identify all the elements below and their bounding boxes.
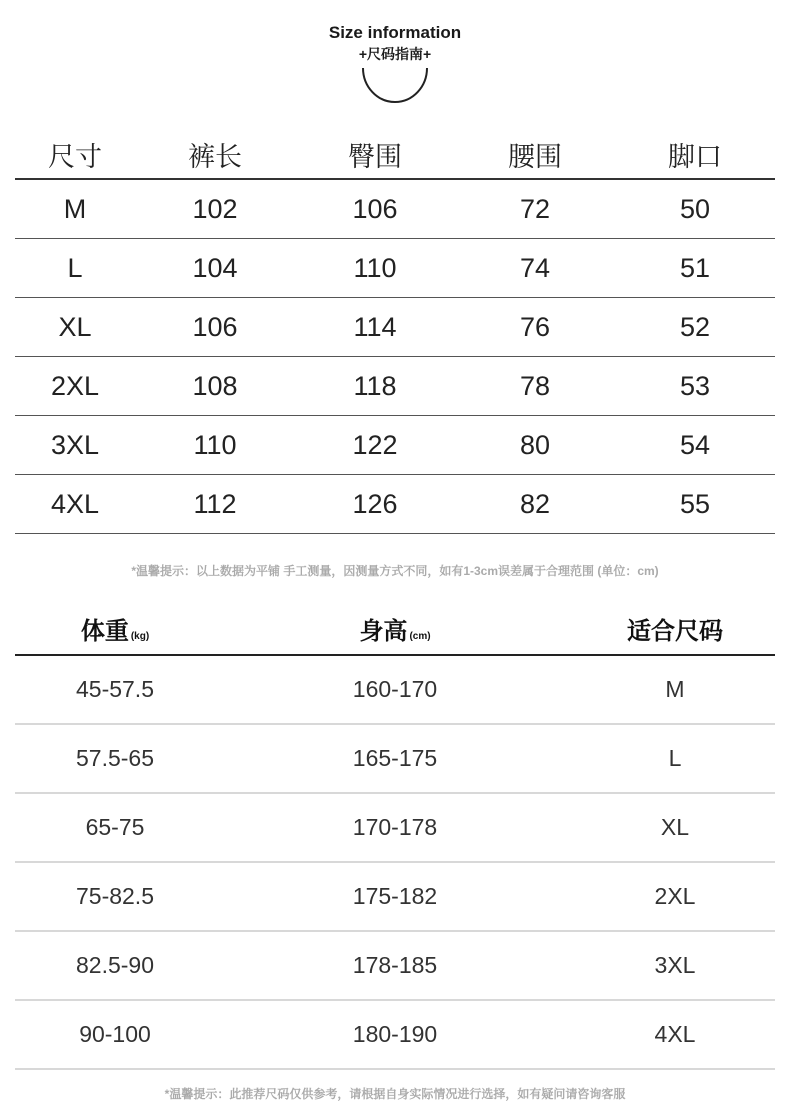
table-cell: 106	[295, 179, 455, 239]
table-cell: 110	[295, 239, 455, 298]
table-row	[15, 239, 775, 298]
table-cell: 90-100	[15, 1000, 215, 1069]
table-row	[15, 1000, 775, 1069]
col-fit-size-label: 适合尺码	[627, 617, 723, 645]
col-height	[215, 602, 575, 655]
table-cell: 122	[295, 416, 455, 475]
col-fit-size	[575, 602, 775, 655]
col-weight	[15, 602, 215, 655]
table-cell: 3XL	[15, 416, 135, 475]
table-cell: 74	[455, 239, 615, 298]
table-cell: 170-178	[215, 793, 575, 862]
table-cell: 160-170	[215, 655, 575, 724]
table-cell: 53	[615, 357, 775, 416]
table-cell: 165-175	[215, 724, 575, 793]
col-hip: 臀围	[295, 130, 455, 179]
col-weight-label: 体重	[80, 617, 129, 645]
table-cell: 45-57.5	[15, 655, 215, 724]
table-cell: 57.5-65	[15, 724, 215, 793]
table-cell: 175-182	[215, 862, 575, 931]
col-pants-length: 裤长	[135, 130, 295, 179]
table-row	[15, 931, 775, 1000]
table-cell: 126	[295, 475, 455, 534]
fit-table-header	[15, 602, 775, 655]
fit-table	[15, 602, 775, 1070]
table-cell: 76	[455, 298, 615, 357]
col-height-label: 身高	[359, 617, 408, 645]
col-height-unit: (cm)	[409, 630, 431, 642]
table-cell: 82.5-90	[15, 931, 215, 1000]
table-cell: L	[15, 239, 135, 298]
col-waist: 腰围	[455, 130, 615, 179]
table-cell: L	[575, 724, 775, 793]
col-size: 尺寸	[15, 130, 135, 179]
table-cell: 50	[615, 179, 775, 239]
table-cell: 72	[455, 179, 615, 239]
size-table	[15, 130, 775, 534]
table-cell: 82	[455, 475, 615, 534]
table-cell: 75-82.5	[15, 862, 215, 931]
table-cell: 2XL	[15, 357, 135, 416]
table-cell: 4XL	[15, 475, 135, 534]
table-cell: M	[575, 655, 775, 724]
table-cell: 108	[135, 357, 295, 416]
table-row	[15, 416, 775, 475]
table-cell: 180-190	[215, 1000, 575, 1069]
table-cell: 114	[295, 298, 455, 357]
table-cell: 54	[615, 416, 775, 475]
col-leg-opening: 脚口	[615, 130, 775, 179]
page-header	[0, 22, 790, 106]
table-row	[15, 357, 775, 416]
table-cell: 178-185	[215, 931, 575, 1000]
table-cell: M	[15, 179, 135, 239]
title-english: Size information	[328, 23, 462, 42]
table-cell: 55	[615, 475, 775, 534]
table-row	[15, 862, 775, 931]
table-cell: 112	[135, 475, 295, 534]
arc-decoration-icon	[355, 64, 435, 106]
table-cell: 4XL	[575, 1000, 775, 1069]
table-row	[15, 724, 775, 793]
table-row	[15, 655, 775, 724]
col-weight-unit: (kg)	[130, 630, 150, 642]
table-cell: XL	[575, 793, 775, 862]
table-row	[15, 793, 775, 862]
table-cell: 102	[135, 179, 295, 239]
table-cell: 110	[135, 416, 295, 475]
table-cell: 2XL	[575, 862, 775, 931]
measurement-note: *温馨提示：以上数据为平铺 手工测量，因测量方式不同，如有1-3cm误差属于合理范围 (单位：cm)	[131, 564, 659, 578]
table-row	[15, 298, 775, 357]
table-row	[15, 179, 775, 239]
table-cell: 51	[615, 239, 775, 298]
table-cell: 3XL	[575, 931, 775, 1000]
table-cell: 104	[135, 239, 295, 298]
table-cell: 118	[295, 357, 455, 416]
title-chinese: +尺码指南+	[358, 46, 432, 62]
table-cell: 65-75	[15, 793, 215, 862]
recommendation-note: *温馨提示：此推荐尺码仅供参考，请根据自身实际情况进行选择，如有疑问请咨询客服	[164, 1087, 626, 1101]
size-table-header	[15, 130, 775, 179]
table-cell: 80	[455, 416, 615, 475]
table-cell: XL	[15, 298, 135, 357]
table-cell: 52	[615, 298, 775, 357]
table-row	[15, 475, 775, 534]
table-cell: 78	[455, 357, 615, 416]
table-cell: 106	[135, 298, 295, 357]
